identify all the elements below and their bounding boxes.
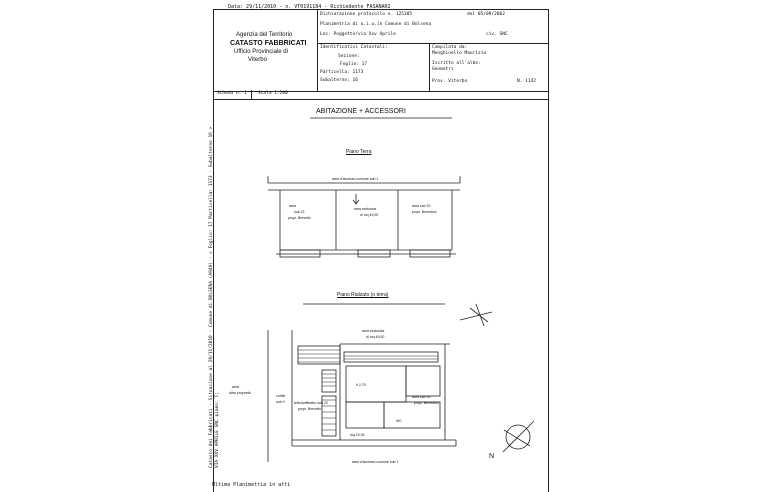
identifiers-foglio: Foglio: 17	[340, 62, 368, 67]
compiler-role: Geometri	[432, 67, 454, 72]
ground-mq-mid: di mq 49,00	[360, 213, 379, 217]
declaration-civ: civ. SNC	[486, 32, 508, 37]
raised-altra: altra proprietà	[229, 391, 251, 395]
raised-sub-b: sub 9	[276, 400, 285, 404]
raised-room-wc: WC	[396, 419, 402, 423]
ground-sub-left: sub 22	[294, 210, 305, 214]
raised-floor-title: Piano Rialzato (o terra)	[337, 292, 389, 298]
declaration-date: del 05/09/2002	[467, 12, 505, 17]
scale-label: Scala 1:200	[258, 91, 288, 96]
office-city: Viterbo	[248, 57, 267, 63]
ground-owner-left: propr. Brevetto	[288, 216, 311, 220]
compiler-name: Menghinello Maurizio	[432, 51, 487, 56]
office-ufficio: Ufficio Provinciale di	[234, 49, 288, 55]
declaration-protocol: Dichiarazione protocollo n. 125385	[320, 12, 413, 17]
compiler-prov: Prov. Viterbo	[432, 79, 468, 84]
raised-area-excl: area esclusiva	[362, 329, 385, 333]
identifiers-subalterno: Subalterno: 16	[320, 78, 358, 83]
identifiers-particella: Particella: 1173	[320, 70, 364, 75]
raised-access-bottom: area d'accesso comune sub 1	[352, 460, 399, 464]
side-text: Catasto dei Fabbricati - Situazione al 29/11/2010 - Comune di BOLSENA (A949) - < Foglio: 17 Particella: 1173 - Subalterno 16 >	[209, 126, 214, 468]
request-line: Data: 29/11/2010 - n. VT0191184 - Richiedente FASANARI	[228, 4, 391, 10]
ground-access-label: area d'accesso comune sub 1	[332, 177, 379, 181]
raised-owner-right: propr. Benedusi	[414, 401, 439, 405]
compiler-number: N. 1142	[517, 79, 536, 84]
raised-area-sub10: area sub 10	[412, 395, 431, 399]
office-agency: Agenzia del Territorio	[236, 32, 293, 38]
declaration-planimetria: Planimetria di u.i.u.in Comune di Bolsena	[320, 22, 432, 27]
north-label: N	[489, 453, 495, 460]
ground-area-right: area sub 10	[412, 204, 431, 208]
raised-owner-left: propr. Brevetto	[298, 407, 321, 411]
declaration-location: Loc. Poggetto/via Xxv Aprile	[320, 32, 396, 37]
raised-room-h: h 2,70	[356, 383, 366, 387]
plan-title: ABITAZIONE + ACCESSORI	[316, 108, 406, 115]
office-catasto: CATASTO FABBRICATI	[230, 40, 307, 47]
scheda-number: Scheda n. 1	[217, 91, 247, 96]
ground-area-left: area	[289, 204, 297, 208]
raised-mq-bottom: mq 10,90	[350, 433, 365, 437]
raised-area-other: area	[232, 385, 240, 389]
identifiers-sezione: Sezione:	[338, 54, 360, 59]
side-address: VIA XXV APRILE SNC piano: T;	[215, 392, 220, 468]
raised-mq-excl: di mq 49,00	[366, 335, 385, 339]
raised-tetto-left: tetto/anfiteatro sub 22	[294, 401, 328, 405]
ground-owner-right: propr. Benedusi	[412, 210, 437, 214]
identifiers-title: Identificativi Catastali:	[320, 45, 388, 50]
compiler-albo: Iscritto all'albo:	[432, 61, 481, 66]
bottom-note: Ultima Planimetria in atti	[212, 482, 291, 488]
ground-area-mid: area esclusiva	[354, 207, 377, 211]
ground-floor-title: Piano Terra	[346, 149, 372, 155]
raised-cortile: cortile	[276, 394, 286, 398]
compiler-title: Compilata da:	[432, 45, 468, 50]
